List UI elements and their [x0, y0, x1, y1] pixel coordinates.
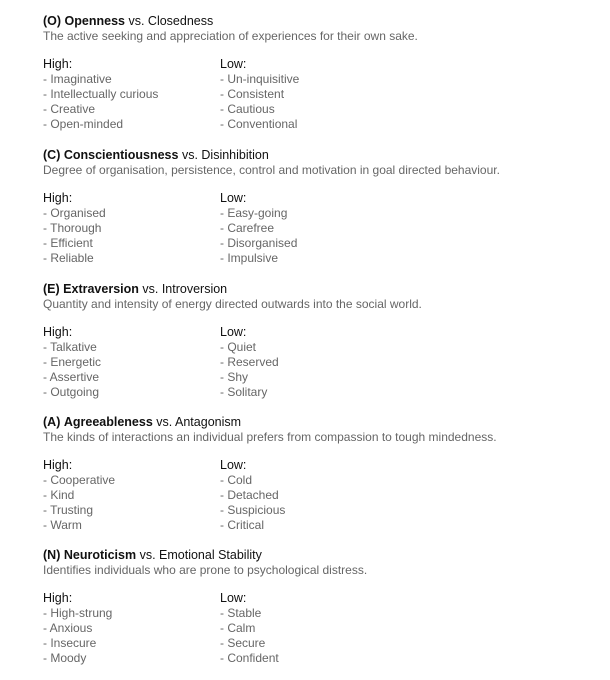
low-column	[220, 458, 285, 533]
trait-heading	[43, 14, 603, 29]
trait-opposite: vs. Introversion	[142, 282, 228, 296]
low-item: - Quiet	[220, 340, 257, 354]
high-label: High:	[43, 325, 73, 339]
trait-section	[43, 282, 603, 400]
trait-name: Openness	[64, 14, 125, 28]
trait-opposite: vs. Antagonism	[156, 415, 242, 429]
low-item: - Secure	[220, 636, 266, 650]
trait-code: (O)	[43, 14, 62, 28]
low-item: - Un-inquisitive	[220, 72, 300, 86]
low-label: Low:	[220, 325, 247, 339]
trait-columns	[43, 191, 603, 266]
high-item: - Reliable	[43, 251, 94, 265]
trait-description: Quantity and intensity of energy directed outwards into the social world.	[43, 297, 422, 311]
high-column	[43, 591, 112, 666]
low-label: Low:	[220, 458, 247, 472]
low-column	[220, 591, 279, 666]
high-item: - Efficient	[43, 236, 93, 250]
high-item: - Insecure	[43, 636, 97, 650]
trait-name: Neuroticism	[63, 548, 137, 562]
high-item: - Moody	[43, 651, 87, 665]
low-item: - Shy	[220, 370, 249, 384]
high-item: - Talkative	[43, 340, 97, 354]
low-item: - Carefree	[220, 221, 275, 235]
low-column	[220, 57, 299, 132]
high-label: High:	[43, 57, 73, 71]
high-item: - Kind	[43, 488, 75, 502]
low-label: Low:	[220, 591, 247, 605]
trait-section	[43, 148, 603, 266]
low-item: - Cold	[220, 473, 253, 487]
high-item: - Creative	[43, 102, 96, 116]
low-item: - Consistent	[220, 87, 285, 101]
low-item: - Detached	[220, 488, 279, 502]
trait-section	[43, 14, 603, 132]
trait-section	[43, 548, 603, 666]
high-item: - Anxious	[43, 621, 93, 635]
high-item: - Imaginative	[43, 72, 112, 86]
high-item: - Trusting	[43, 503, 94, 517]
low-item: - Suspicious	[220, 503, 286, 517]
low-item: - Disorganised	[220, 236, 298, 250]
trait-description: Degree of organisation, persistence, control and motivation in goal directed behaviour.	[43, 163, 500, 177]
trait-heading	[43, 148, 603, 163]
low-item: - Reserved	[220, 355, 279, 369]
high-item: - Warm	[43, 518, 82, 532]
high-item: - Outgoing	[43, 385, 100, 399]
low-item: - Cautious	[220, 102, 275, 116]
high-label: High:	[43, 458, 73, 472]
trait-description: The kinds of interactions an individual prefers from compassion to tough mindedness.	[43, 430, 497, 444]
low-label: Low:	[220, 191, 247, 205]
trait-name: Agreeableness	[63, 415, 153, 429]
trait-name: Extraversion	[63, 282, 139, 296]
high-column	[43, 191, 106, 266]
low-column	[220, 325, 279, 400]
low-item: - Critical	[220, 518, 264, 532]
high-item: - Intellectually curious	[43, 87, 159, 101]
trait-opposite: vs. Disinhibition	[181, 148, 269, 162]
high-item: - Thorough	[43, 221, 102, 235]
trait-opposite: vs. Closedness	[128, 14, 214, 28]
high-column	[43, 57, 158, 132]
low-item: - Solitary	[220, 385, 268, 399]
low-item: - Calm	[220, 621, 256, 635]
high-item: - Organised	[43, 206, 106, 220]
trait-description: The active seeking and appreciation of experiences for their own sake.	[43, 29, 418, 43]
trait-code: (C)	[43, 148, 61, 162]
high-item: - Cooperative	[43, 473, 116, 487]
trait-code: (A)	[43, 415, 61, 429]
high-column	[43, 458, 115, 533]
trait-opposite: vs. Emotional Stability	[139, 548, 262, 562]
trait-description: Identifies individuals who are prone to psychological distress.	[43, 563, 368, 577]
low-column	[220, 191, 297, 266]
low-label: Low:	[220, 57, 247, 71]
trait-heading	[43, 282, 603, 297]
low-item: - Confident	[220, 651, 279, 665]
low-item: - Conventional	[220, 117, 298, 131]
trait-columns	[43, 57, 603, 132]
trait-heading	[43, 548, 603, 563]
trait-name: Conscientiousness	[63, 148, 179, 162]
trait-code: (N)	[43, 548, 61, 562]
high-item: - Open-minded	[43, 117, 124, 131]
trait-columns	[43, 591, 603, 666]
low-item: - Stable	[220, 606, 262, 620]
low-item: - Easy-going	[220, 206, 288, 220]
trait-columns	[43, 458, 603, 533]
high-item: - Assertive	[43, 370, 100, 384]
trait-section	[43, 415, 603, 533]
trait-columns	[43, 325, 603, 400]
trait-heading	[43, 415, 603, 430]
high-item: - High-strung	[43, 606, 113, 620]
high-label: High:	[43, 591, 73, 605]
high-item: - Energetic	[43, 355, 102, 369]
high-column	[43, 325, 101, 400]
low-item: - Impulsive	[220, 251, 279, 265]
high-label: High:	[43, 191, 73, 205]
trait-code: (E)	[43, 282, 60, 296]
